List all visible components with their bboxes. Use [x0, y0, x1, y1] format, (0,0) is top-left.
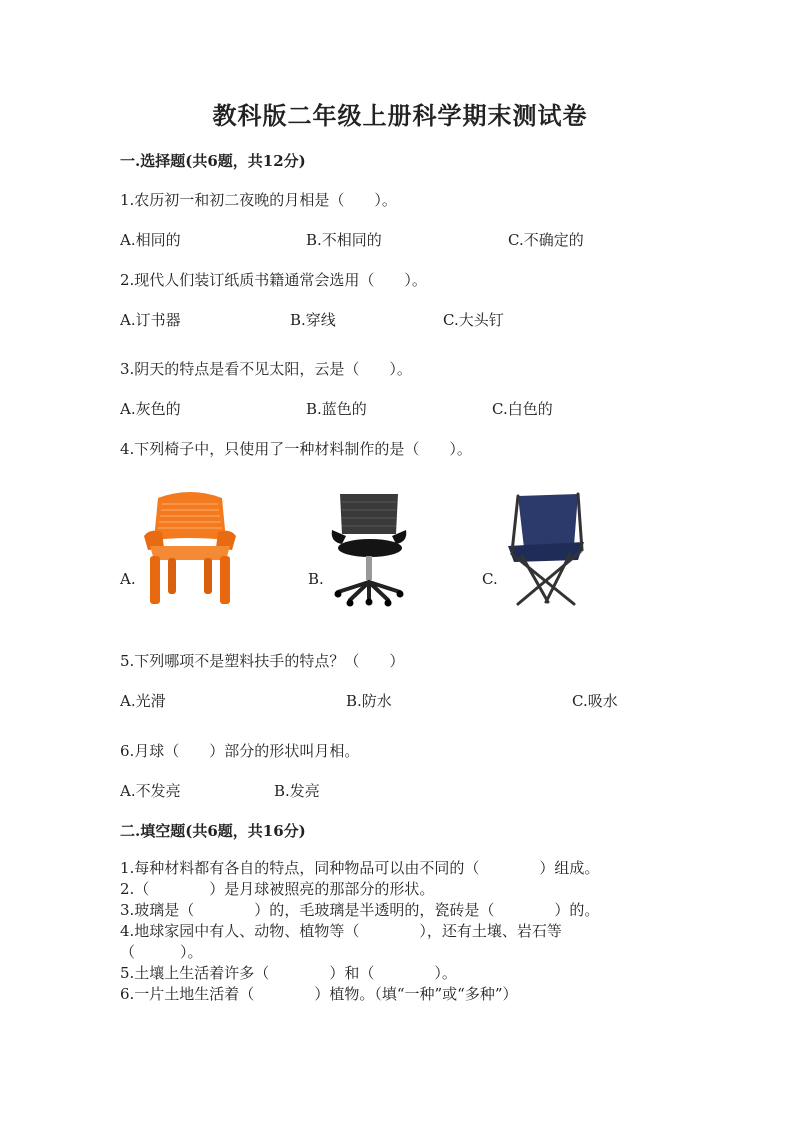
q3-option-c: C.白色的: [492, 400, 553, 418]
question-1: 1.农历初一和初二夜晚的月相是（ ）。: [120, 191, 397, 209]
q6-option-b: B.发亮: [274, 782, 320, 800]
q1-option-b: B.不相同的: [306, 231, 382, 249]
question-5: 5.下列哪项不是塑料扶手的特点？（ ）: [120, 652, 405, 670]
page-title: 教科版二年级上册科学期末测试卷: [212, 101, 588, 130]
q3-option-b: B.蓝色的: [306, 400, 367, 418]
q1-option-c: C.不确定的: [508, 231, 584, 249]
question-4: 4.下列椅子中，只使用了一种材料制作的是（ ）。: [120, 440, 472, 458]
fill-item-4: 4.地球家园中有人、动物、植物等（ ），还有土壤、岩石等: [120, 922, 562, 940]
q5-option-c: C.吸水: [572, 692, 618, 710]
fill-item-3: 3.玻璃是（ ）的，毛玻璃是半透明的，瓷砖是（ ）的。: [120, 901, 600, 919]
q5-option-b: B.防水: [346, 692, 392, 710]
q2-option-a: A.订书器: [120, 311, 181, 329]
q4-option-a: A.: [120, 570, 136, 588]
q6-option-a: A.不发亮: [120, 782, 181, 800]
section-1-heading: 一.选择题(共6题，共12分): [120, 152, 306, 170]
section-2-heading: 二.填空题(共6题，共16分): [120, 822, 306, 840]
fill-item-2: 2.（ ）是月球被照亮的那部分的形状。: [120, 880, 435, 898]
q4-option-b: B.: [308, 570, 324, 588]
fill-item-5: 5.土壤上生活着许多（ ）和（ ）。: [120, 964, 457, 982]
q3-option-a: A.灰色的: [120, 400, 181, 418]
question-2: 2.现代人们装订纸质书籍通常会选用（ ）。: [120, 271, 427, 289]
q4-option-c: C.: [482, 570, 498, 588]
folding-chair-icon: [502, 490, 590, 608]
q1-option-a: A.相同的: [120, 231, 181, 249]
q2-option-c: C.大头钉: [443, 311, 504, 329]
q5-option-a: A.光滑: [120, 692, 166, 710]
question-6: 6.月球（ ）部分的形状叫月相。: [120, 742, 360, 760]
fill-item-1: 1.每种材料都有各自的特点，同种物品可以由不同的（ ）组成。: [120, 859, 600, 877]
office-chair-icon: [328, 490, 410, 608]
plastic-chair-icon: [140, 488, 240, 608]
question-3: 3.阴天的特点是看不见太阳，云是（ ）。: [120, 360, 412, 378]
fill-item-6: 6.一片土地生活着（ ）植物。（填“一种”或“多种”）: [120, 985, 518, 1003]
fill-item-4-continued: （ ）。: [120, 943, 203, 961]
q2-option-b: B.穿线: [290, 311, 336, 329]
